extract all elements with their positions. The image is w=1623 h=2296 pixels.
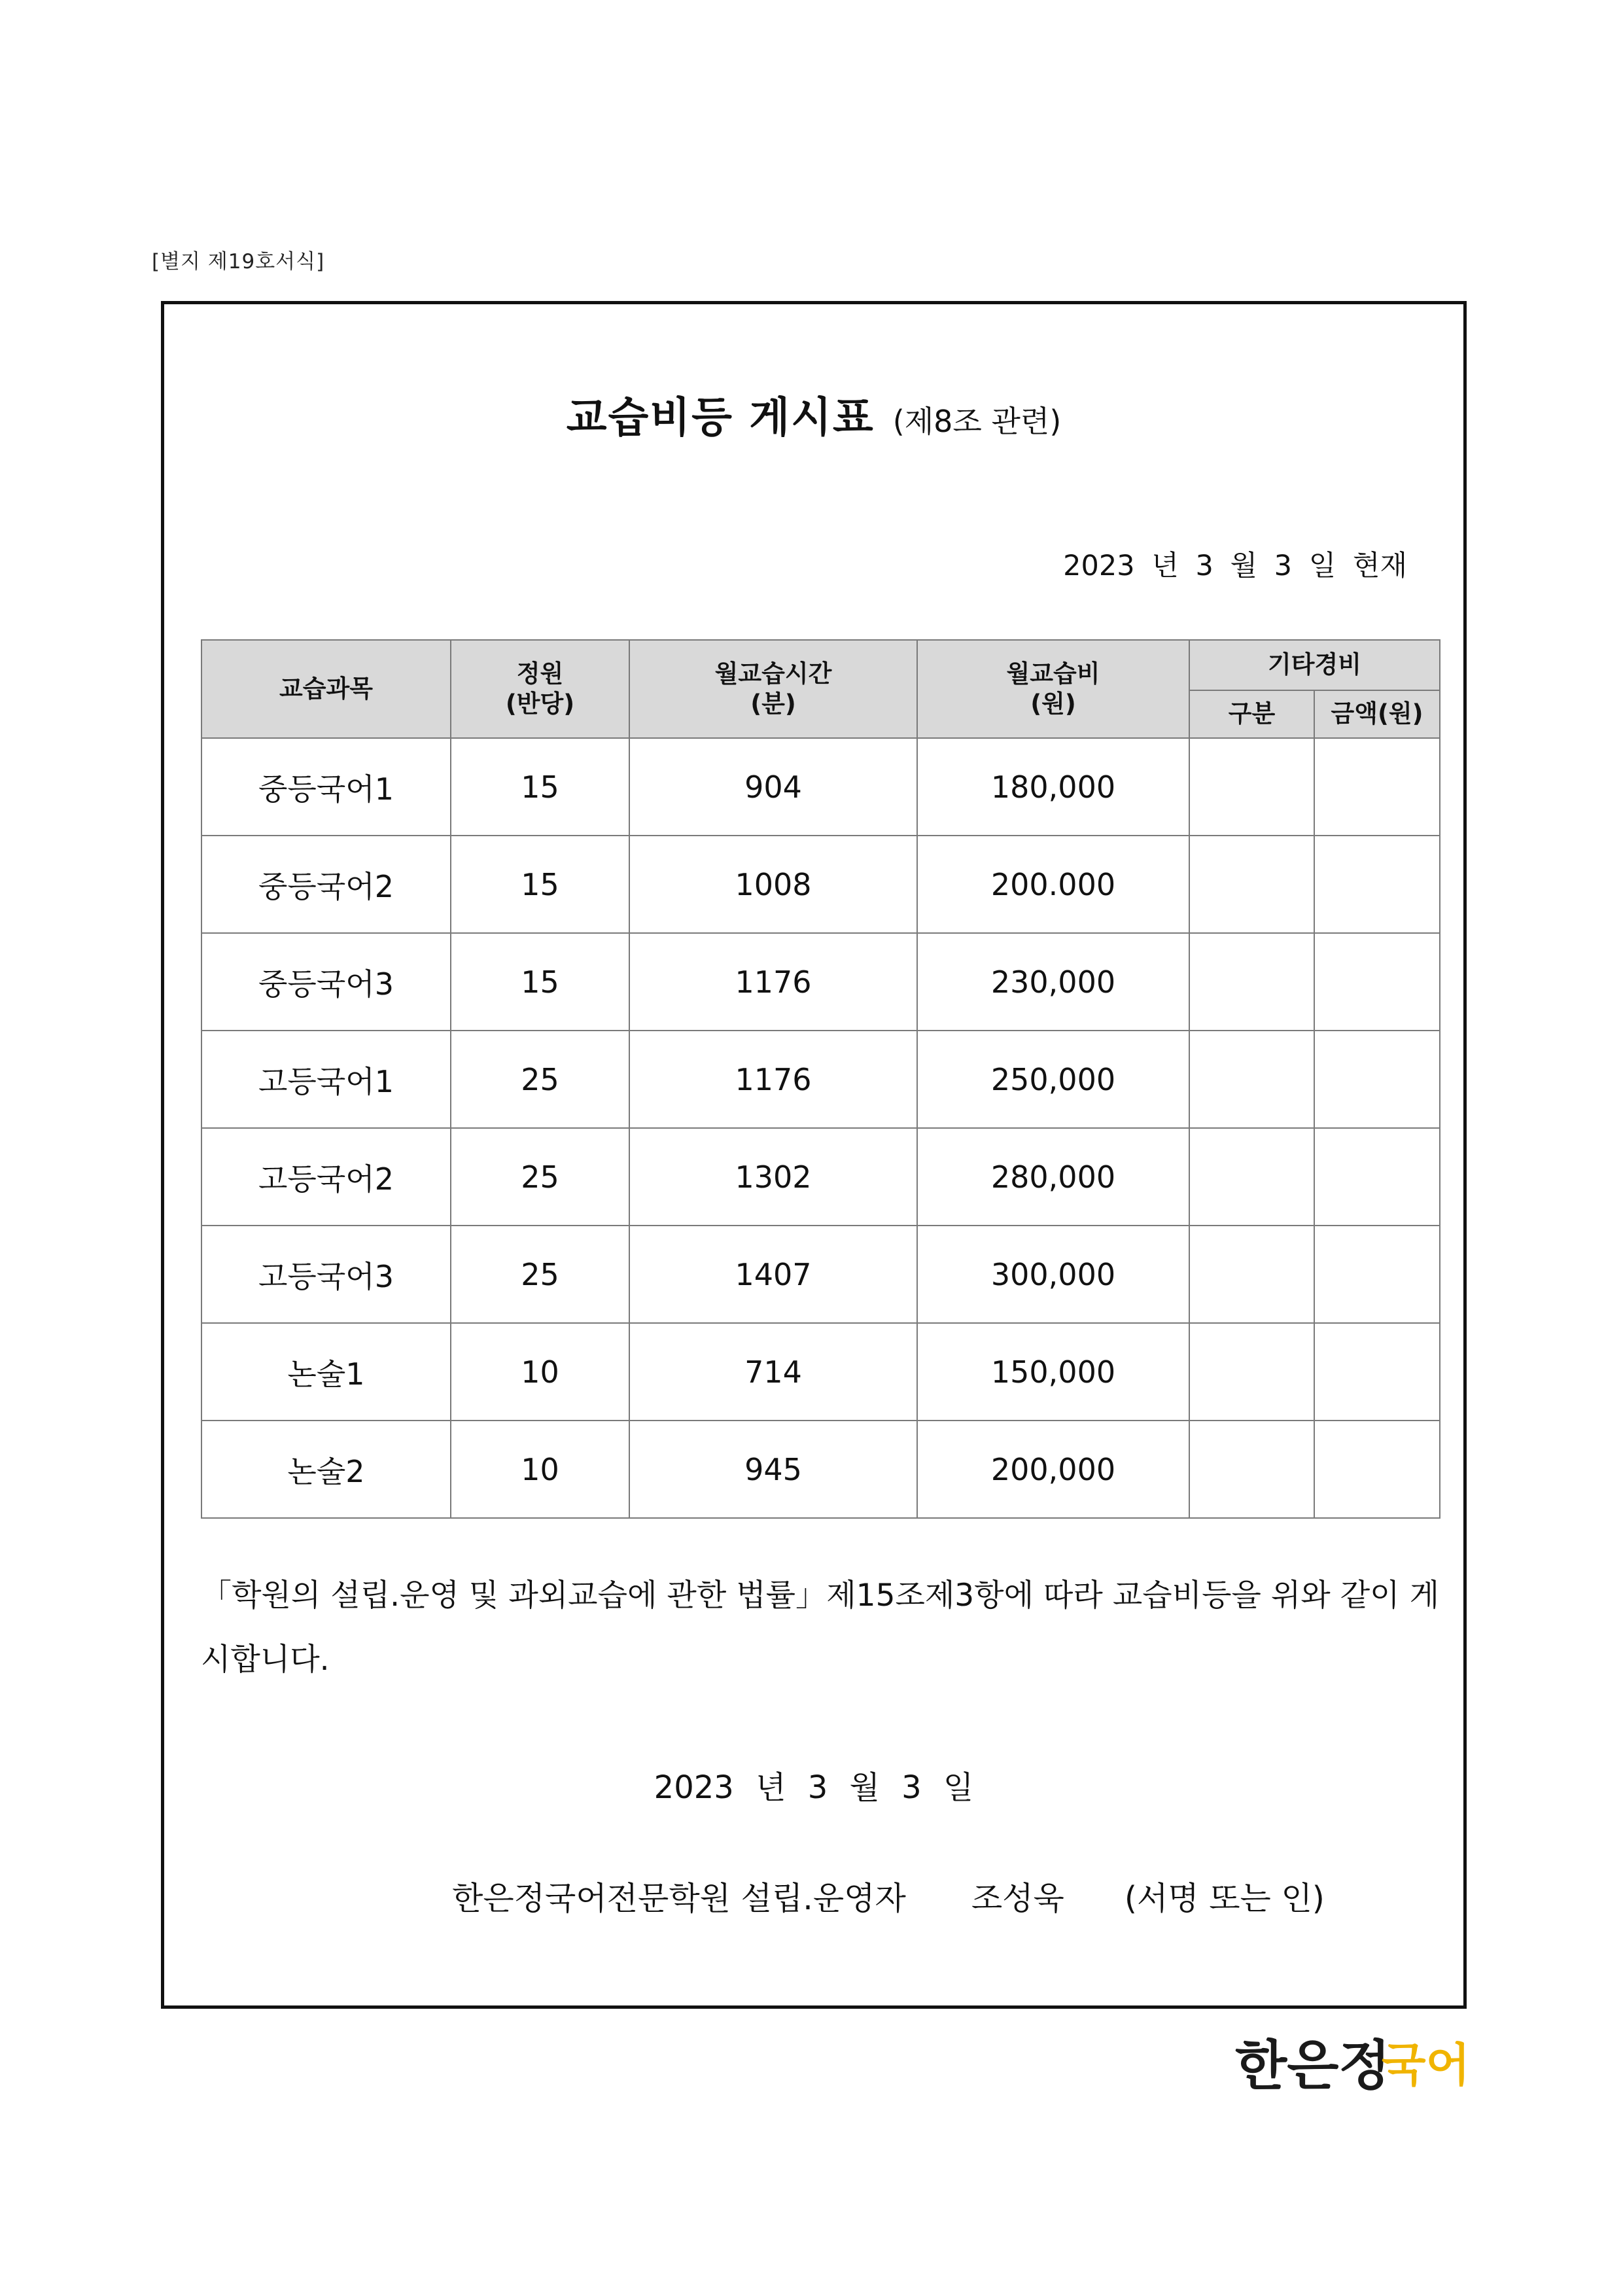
cell-time: 1008: [629, 836, 917, 933]
cell-fee: 150,000: [917, 1323, 1189, 1421]
cell-capacity: 25: [451, 1031, 629, 1128]
cell-time: 1176: [629, 933, 917, 1031]
operator-name: 조성욱: [971, 1880, 1064, 1917]
academy-logo: [1230, 2015, 1478, 2113]
cell-fee: 250,000: [917, 1031, 1189, 1128]
table-row: [201, 836, 1440, 933]
table-row: [201, 1226, 1440, 1323]
signature-line: [452, 1873, 1325, 1919]
cell-fee: 180,000: [917, 738, 1189, 836]
cell-capacity: 25: [451, 1128, 629, 1226]
cell-other-type: [1189, 1031, 1314, 1128]
page-title: [164, 384, 1463, 444]
table-row: [201, 1128, 1440, 1226]
cell-fee: 280,000: [917, 1128, 1189, 1226]
cell-subject: 중등국어2: [201, 836, 451, 933]
cell-subject: 고등국어2: [201, 1128, 451, 1226]
cell-other-amount: [1314, 1421, 1440, 1518]
header-other-type: 구분: [1189, 690, 1314, 738]
cell-fee: 230,000: [917, 933, 1189, 1031]
cell-capacity: 15: [451, 933, 629, 1031]
cell-time: 1302: [629, 1128, 917, 1226]
title-sub: (제8조 관련): [892, 404, 1062, 439]
cell-time: 945: [629, 1421, 917, 1518]
header-subject: 교습과목: [201, 640, 451, 738]
cell-other-amount: [1314, 1323, 1440, 1421]
legal-notice: 「학원의 설립.운영 및 과외교습에 관한 법률」제15조제3항에 따라 교습비등을 위와 같이 게시합니다.: [201, 1578, 1439, 1678]
cell-subject: 중등국어1: [201, 738, 451, 836]
cell-other-type: [1189, 1128, 1314, 1226]
cell-capacity: 10: [451, 1323, 629, 1421]
cell-other-amount: [1314, 1226, 1440, 1323]
cell-other-amount: [1314, 738, 1440, 836]
cell-subject: 고등국어3: [201, 1226, 451, 1323]
signature-mark-label: (서명 또는 인): [1124, 1880, 1325, 1917]
cell-other-amount: [1314, 1031, 1440, 1128]
logo-text-dark: 한은정: [1235, 2035, 1391, 2097]
header-monthly-fee: 월교습비 (원): [917, 640, 1189, 738]
cell-other-amount: [1314, 933, 1440, 1031]
cell-subject: 논술1: [201, 1323, 451, 1421]
cell-subject: 논술2: [201, 1421, 451, 1518]
cell-fee: 200.000: [917, 836, 1189, 933]
cell-time: 714: [629, 1323, 917, 1421]
header-other-amount: 금액(원): [1314, 690, 1440, 738]
cell-fee: 200,000: [917, 1421, 1189, 1518]
cell-capacity: 10: [451, 1421, 629, 1518]
cell-other-type: [1189, 933, 1314, 1031]
header-capacity: 정원 (반당): [451, 640, 629, 738]
header-other-expenses: 기타경비: [1189, 640, 1440, 690]
operator-title: 한은정국어전문학원 설립.운영자: [452, 1880, 906, 1917]
cell-subject: 중등국어3: [201, 933, 451, 1031]
table-row: [201, 1031, 1440, 1128]
table-row: [201, 738, 1440, 836]
cell-other-type: [1189, 738, 1314, 836]
fee-table: [201, 639, 1440, 1519]
form-number-label: [별지 제19호서식]: [152, 250, 325, 274]
as-of-date: 2023 년 3 월 3 일 현재: [1063, 550, 1407, 582]
table-row: [201, 1323, 1440, 1421]
cell-other-type: [1189, 836, 1314, 933]
table-row: [201, 933, 1440, 1031]
cell-time: 904: [629, 738, 917, 836]
issue-date: 2023 년 3 월 3 일: [654, 1769, 974, 1806]
cell-subject: 고등국어1: [201, 1031, 451, 1128]
cell-capacity: 15: [451, 738, 629, 836]
cell-capacity: 15: [451, 836, 629, 933]
table-row: [201, 1421, 1440, 1518]
cell-other-type: [1189, 1323, 1314, 1421]
cell-other-type: [1189, 1226, 1314, 1323]
cell-fee: 300,000: [917, 1226, 1189, 1323]
title-main: 교습비등 게시표: [566, 394, 875, 442]
cell-other-amount: [1314, 1128, 1440, 1226]
header-monthly-time: 월교습시간 (분): [629, 640, 917, 738]
cell-time: 1176: [629, 1031, 917, 1128]
form-frame: [161, 301, 1467, 2009]
logo-text-accent: 국어: [1382, 2038, 1471, 2092]
cell-time: 1407: [629, 1226, 917, 1323]
cell-other-type: [1189, 1421, 1314, 1518]
cell-capacity: 25: [451, 1226, 629, 1323]
cell-other-amount: [1314, 836, 1440, 933]
